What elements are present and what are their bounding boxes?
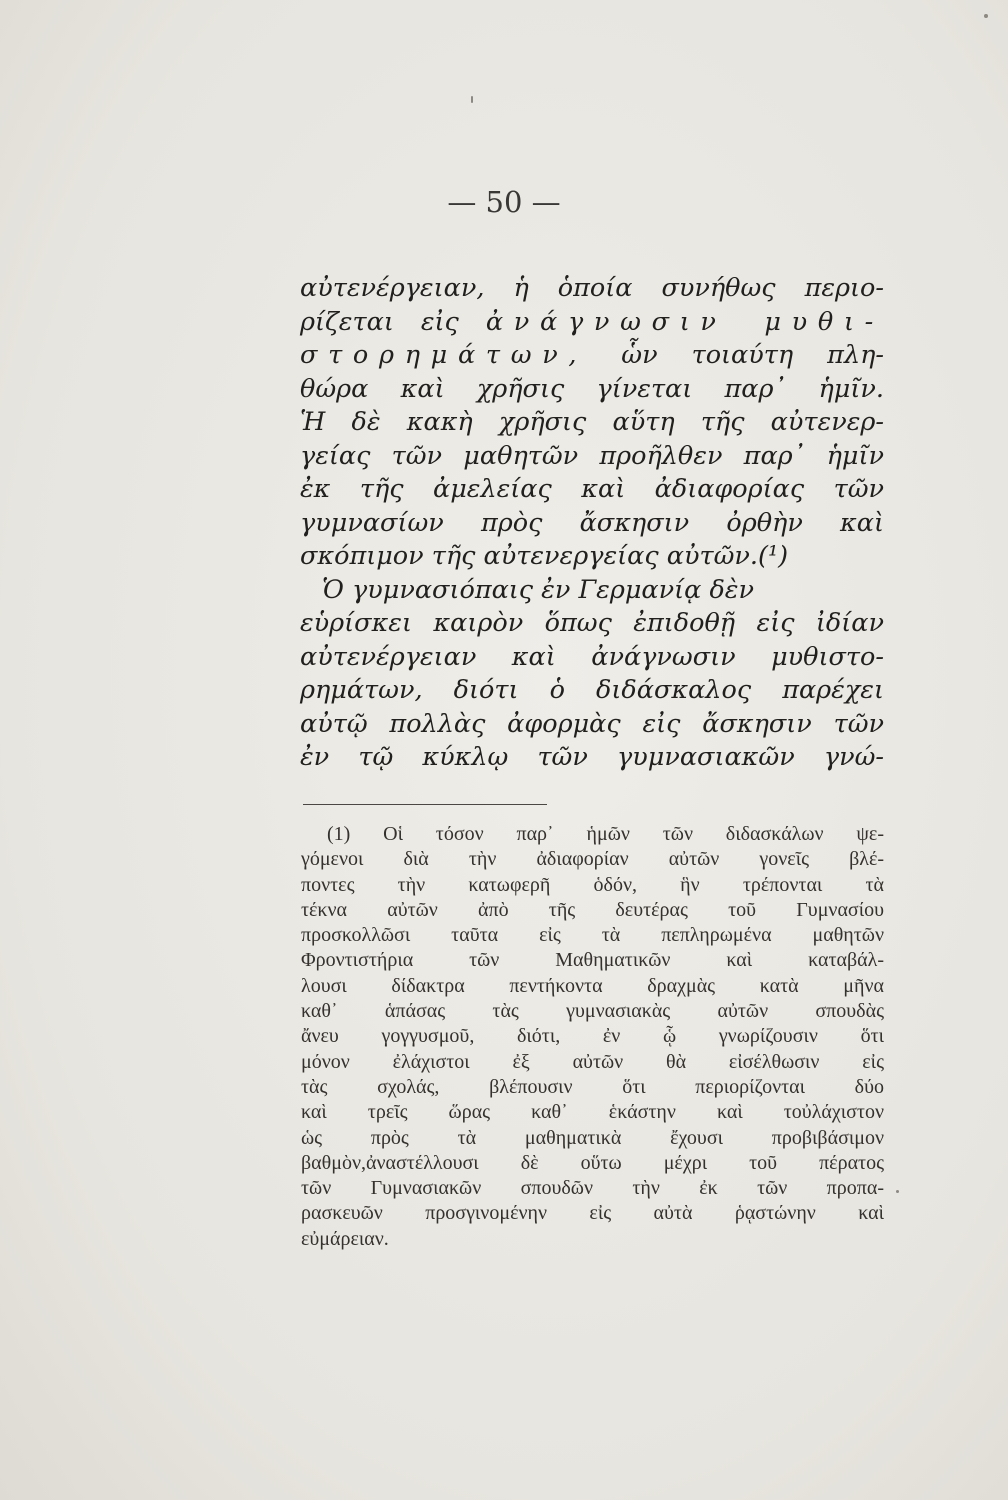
text-line [300,339,884,373]
footnote-line: ποντες τὴν κατωφερῆ ὁδόν, ἣν τρέπονται τὰ [301,873,884,896]
footnote-line: γόμενοι διὰ τὴν ἀδιαφορίαν αὐτῶν γονεῖς βλέ- [301,848,884,871]
footnote-line: καθ᾽ ἁπάσας τὰς γυμνασιακὰς αὐτῶν σπουδὰς [301,1000,884,1023]
footnote-line: προσκολλῶσι ταῦτα εἰς τὰ πεπληρωμένα μαθητῶν [301,924,884,947]
text-line [300,306,884,340]
footnote-line: Φροντιστήρια τῶν Μαθηματικῶν καὶ καταβάλ- [301,949,884,972]
footnote-line: (1) Οἱ τόσον παρ᾽ ἡμῶν τῶν διδασκάλων ψε- [327,823,884,845]
footnote-line: εὐμάρειαν. [301,1227,389,1250]
footnote-line: λουσι δίδακτρα πεντήκοντα δραχμὰς κατὰ μῆνα [301,974,884,997]
footnote-line: ὡς πρὸς τὰ μαθηματικὰ ἔχουσι προβιβάσιμον [301,1126,884,1149]
text-line: εὑρίσκει καιρὸν ὅπως ἐπιδοθῇ εἰς ἰδίαν [300,608,884,638]
main-text [300,272,884,775]
paper-speck [896,1190,899,1193]
text-line: Ἡ δὲ κακὴ χρῆσις αὕτη τῆς αὐτενερ- [300,407,884,437]
text-line: γείας τῶν μαθητῶν προῆλθεν παρ᾽ ἡμῖν [300,440,884,471]
text-line: ἐν τῷ κύκλῳ τῶν γυμνασιακῶν γνώ- [300,742,884,772]
text-line: θώρα καὶ χρῆσις γίνεται παρ᾽ ἡμῖν. [300,373,884,404]
footnote-line: τέκνα αὐτῶν ἀπὸ τῆς δευτέρας τοῦ Γυμνασίου [301,898,884,921]
text-line: ἐκ τῆς ἀμελείας καὶ ἀδιαφορίας τῶν [300,474,884,504]
text-line: γυμνασίων πρὸς ἄσκησιν ὀρθὴν καὶ [300,507,884,538]
footnote-line: τὰς σχολάς, βλέπουσιν ὅτι περιορίζονται δύο [301,1075,884,1098]
footnote-line: τῶν Γυμνασιακῶν σπουδῶν τὴν ἐκ τῶν προπα- [301,1177,884,1200]
footnote-line: ρασκευῶν προσγινομένην εἰς αὐτὰ ῥᾳστώνην καὶ [301,1202,884,1225]
text-run: σκόπιμον τῆς αὐτενεργείας αὐτῶν. [300,541,758,571]
page-number: — 50 — [447,185,561,219]
footnote-line: βαθμὸν,ἀναστέλλουσι δὲ οὕτω μέχρι τοῦ πέρατος [301,1151,884,1174]
text-run: ρίζεται εἰς [300,306,459,337]
footnote-separator [303,804,547,805]
text-line: αὐτενέργειαν καὶ ἀνάγνωσιν μυθιστο- [300,641,884,672]
text-line: Ὁ γυμνασιόπαις ἐν Γερμανίᾳ δὲν [322,574,754,605]
footnote-line: μόνον ἐλάχιστοι ἐξ αὐτῶν θὰ εἰσέλθωσιν εἰς [301,1050,884,1073]
spaced-emphasis: ἀνάγνωσιν μυθι- [485,306,884,337]
paper-speck [471,96,473,103]
text-run: ὧν τοιαύτη πλη- [621,340,885,370]
footnote [301,822,884,1252]
text-line: αὐτῷ πολλὰς ἀφορμὰς εἰς ἄσκησιν τῶν [300,708,884,739]
text-line [300,540,884,574]
text-line: ρημάτων, διότι ὁ διδάσκαλος παρέχει [300,675,884,705]
footnote-line: καὶ τρεῖς ὥρας καθ᾽ ἑκάστην καὶ τοὐλάχιστον [301,1101,884,1124]
footnote-reference: (¹) [758,541,789,571]
text-line: αὐτενέργειαν, ἡ ὁποία συνήθως περιο- [300,273,884,303]
spaced-emphasis: στορημάτων, [300,340,588,370]
footnote-line: ἄνευ γογγυσμοῦ, διότι, ἐν ᾧ γνωρίζουσιν ὅτι [301,1025,884,1048]
paper-speck [984,14,988,18]
